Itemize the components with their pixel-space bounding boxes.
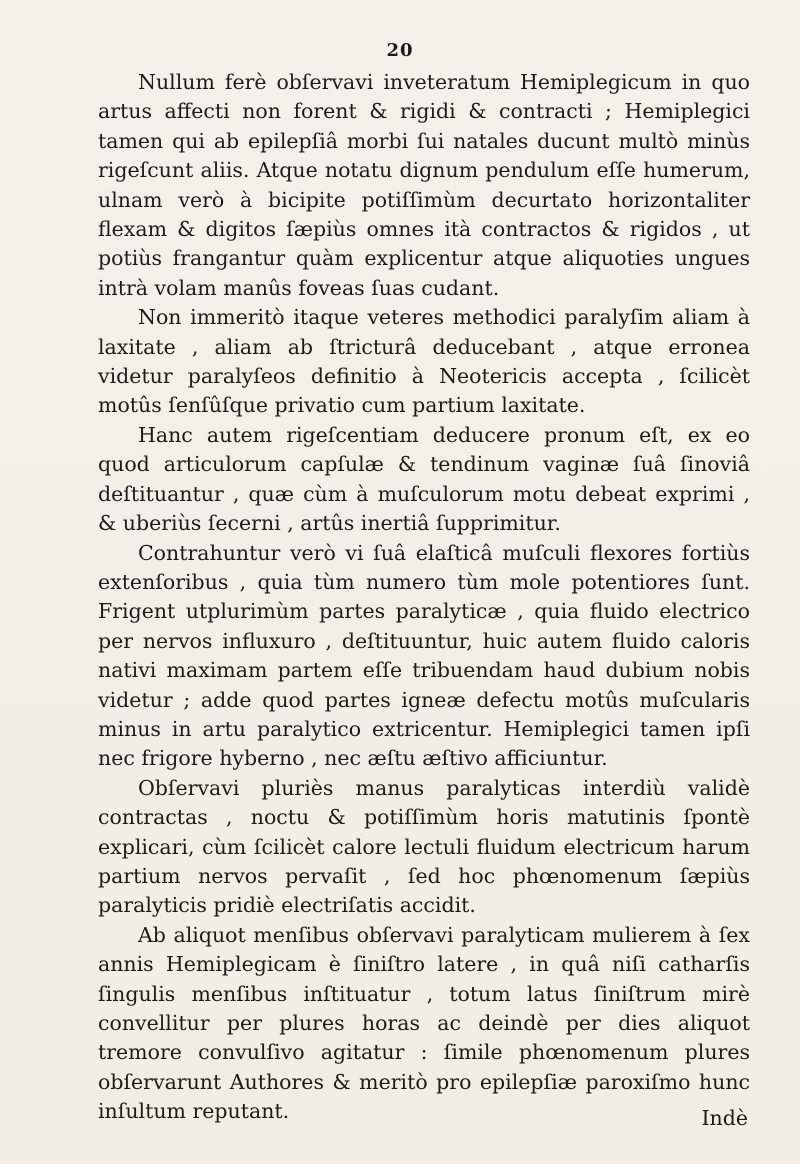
paragraph-1: Nullum ferè obſervavi inveteratum Hemiplegicum in quo artus affecti non forent & rigidi & contracti ; Hemiplegici tamen qui ab epilepſiâ morbi ſui natales ducunt multò minùs rigeſcunt aliis. Atque notatu dignum pendulum eſſe humerum, ulnam verò à bicipite potiſſimùm decurtato horizontaliter flexam & digitos ſæpiùs omnes ità contractos & rigidos , ut potiùs frangantur quàm explicentur atque aliquoties ungues intrà volam manûs foveas ſuas cudant. xyxy=(98,70,750,300)
paragraph-4: Contrahuntur verò vi ſuâ elaſticâ muſculi flexores fortiùs extenſoribus , quia tùm numero tùm mole potentiores ſunt. Frigent utplurimùm partes paralyticæ , quia fluido electrico per nervos influxuro , deſtituuntur, huic autem fluido caloris nativi maximam partem eſſe tribuendam haud dubium nobis videtur ; adde quod partes igneæ defectu motûs muſcularis minus in artu paralytico extricentur. Hemiplegici tamen ipſi nec frigore hyberno , nec æſtu æſtivo afficiuntur. xyxy=(98,540,750,771)
page-number: 20 xyxy=(386,40,414,61)
body-text xyxy=(98,68,750,1127)
catchword: Indè xyxy=(701,1106,748,1130)
paragraph-2: Non immeritò itaque veteres methodici paralyſim aliam à laxitate , aliam ab ſtricturâ deducebant , atque erronea videtur paralyſeos definitio à Neotericis accepta , ſcilicèt motûs ſenſûſque privatio cum partium laxitate. xyxy=(98,305,750,418)
paragraph-5: Obſervavi pluriès manus paralyticas interdiù validè contractas , noctu & potiſſimùm horis matutinis ſpontè explicari, cùm ſcilicèt calore lectuli fluidum electricum harum partium nervos pervaſit , ſed hoc phœnomenum ſæpiùs paralyticis pridiè electriſatis accidit. xyxy=(98,775,750,918)
paragraph-3: Hanc autem rigeſcentiam deducere pronum eſt, ex eo quod articulorum capſulæ & tendinum vaginæ ſuâ ſinoviâ deſtituantur , quæ cùm à muſculorum motu debeat exprimi , & uberiùs ſecerni , artûs inertiâ ſupprimitur. xyxy=(98,422,750,536)
paragraph-6: Ab aliquot menſibus obſervavi paralyticam mulierem à ſex annis Hemiplegicam è ſiniſtro latere , in quâ niſi catharſis ſingulis menſibus inſtituatur , totum latus ſiniſtrum mirè convellitur per plures horas ac deindè per dies aliquot tremore convulſivo agitatur : ſimile phœnomenum plures obſervarunt Authores & meritò pro epilepſiæ paroxiſmo hunc inſultum reputant. xyxy=(98,922,750,1124)
